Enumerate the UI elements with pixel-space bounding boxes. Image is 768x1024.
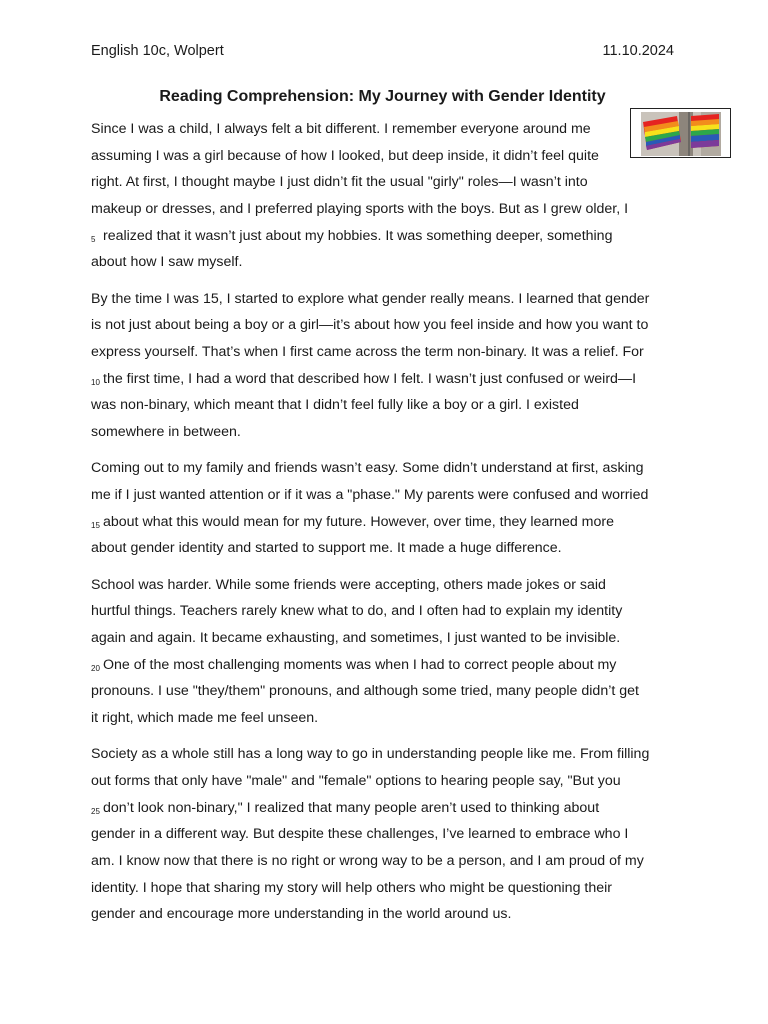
line-number: 10 [91, 377, 100, 387]
line-text: somewhere in between. [91, 424, 241, 441]
line-number: 20 [91, 663, 100, 673]
text-line [91, 848, 675, 875]
text-line [91, 572, 675, 599]
text-line [91, 455, 675, 482]
page-title: Reading Comprehension: My Journey with Gender Identity [159, 88, 606, 105]
line-text: gender in a different way. But despite these challenges, I’ve learned to embrace who I [91, 826, 629, 843]
paragraph [91, 455, 675, 562]
paragraph [91, 286, 675, 446]
text-line [91, 143, 621, 170]
line-text: Since I was a child, I always felt a bit different. I remember everyone around me [91, 121, 591, 137]
text-line [91, 901, 675, 928]
text-line [91, 652, 675, 679]
line-text: about what this would mean for my future. However, over time, they learned more [103, 513, 614, 530]
line-text: Coming out to my family and friends wasn’t easy. Some didn’t understand at first, asking [91, 460, 644, 477]
line-text: pronouns. I use "they/them" pronouns, and although some tried, many people didn’t get [91, 683, 639, 700]
text-line [91, 821, 675, 848]
line-text: it right, which made me feel unseen. [91, 709, 319, 726]
line-text: about gender identity and started to support me. It made a huge difference. [91, 540, 562, 557]
line-number: 15 [91, 520, 100, 530]
text-line [91, 678, 675, 705]
text-line [91, 419, 675, 446]
line-text: express yourself. That’s when I first came across the term non-binary. It was a relief. For [91, 344, 644, 360]
text-line [91, 482, 675, 509]
text-line [91, 705, 675, 732]
line-text: am. I know now that there is no right or wrong way to be a person, and I am proud of my [91, 852, 644, 869]
line-text: was non-binary, which meant that I didn’t feel fully like a boy or a girl. I existed [91, 397, 579, 414]
line-text: is not just about being a boy or a girl—it’s about how you feel inside and how you want to [91, 317, 649, 334]
line-text: By the time I was 15, I started to explore what gender really means. I learned that gender [91, 290, 650, 307]
line-text: identity. I hope that sharing my story will help others who might be questioning their [91, 879, 613, 896]
line-text: don’t look non-binary," I realized that many people aren’t used to thinking about [103, 799, 600, 816]
line-text: assuming I was a girl because of how I looked, but deep inside, it didn’t feel quite [91, 147, 599, 164]
text-line [91, 339, 675, 366]
line-text: Society as a whole still has a long way to go in understanding people like me. From filling [91, 746, 650, 763]
text-line [91, 169, 675, 196]
text-line [91, 312, 675, 339]
text-line [91, 535, 675, 562]
paragraph [91, 741, 675, 928]
line-text: the first time, I had a word that described how I felt. I wasn’t just confused or weird—I [103, 370, 637, 387]
line-text: out forms that only have "male" and "female" options to hearing people say, "But you [91, 772, 621, 789]
course-label: English 10c, Wolpert [91, 43, 224, 59]
text-line [91, 768, 675, 795]
text-line [91, 223, 675, 250]
text-line [91, 509, 675, 536]
text-line [91, 392, 675, 419]
page-header [91, 42, 674, 60]
text-line [91, 249, 675, 276]
line-text: right. At first, I thought maybe I just didn’t fit the usual "girly" roles—I wasn’t into [91, 174, 588, 191]
reading-text [91, 116, 675, 937]
line-text: hurtful things. Teachers rarely knew what to do, and I often had to explain my identity [91, 603, 623, 620]
text-line [91, 875, 675, 902]
text-line [91, 196, 675, 223]
text-line [91, 598, 675, 625]
line-number: 5 [91, 234, 96, 244]
text-line [91, 286, 675, 313]
line-text: gender and encourage more understanding in the world around us. [91, 906, 512, 923]
text-line [91, 116, 621, 143]
paragraph [91, 116, 675, 276]
line-text: One of the most challenging moments was when I had to correct people about my [103, 656, 617, 673]
line-text: School was harder. While some friends were accepting, others made jokes or said [91, 576, 606, 593]
line-text: me if I just wanted attention or if it was a "phase." My parents were confused and worried [91, 486, 649, 503]
date-label: 11.10.2024 [602, 43, 674, 59]
paragraph [91, 572, 675, 732]
text-line [91, 625, 675, 652]
line-number: 25 [91, 806, 100, 816]
line-text: again and again. It became exhausting, and sometimes, I just wanted to be invisible. [91, 629, 621, 646]
line-text: makeup or dresses, and I preferred playing sports with the boys. But as I grew older, I [91, 201, 629, 218]
line-text: about how I saw myself. [91, 254, 243, 271]
text-line [91, 795, 675, 822]
text-line [91, 741, 675, 768]
text-line [91, 366, 675, 393]
line-text: realized that it wasn’t just about my hobbies. It was something deeper, something [103, 227, 613, 244]
